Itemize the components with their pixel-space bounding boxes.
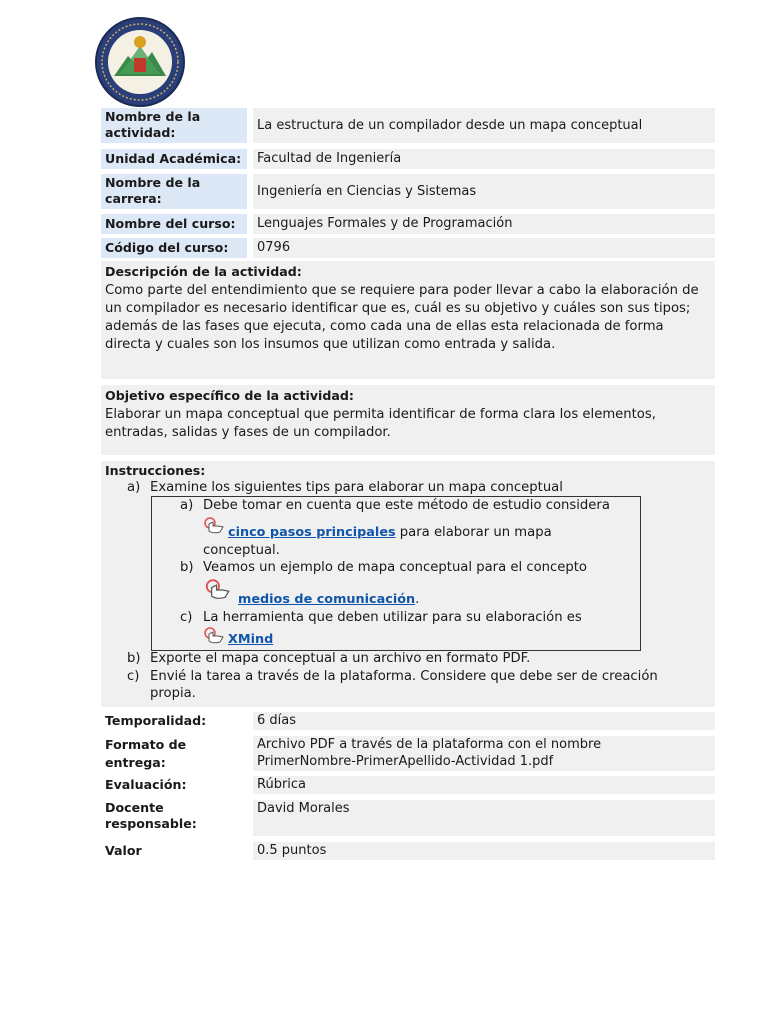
item-b-marker: b): [127, 651, 141, 666]
tips-box: [151, 496, 641, 651]
instructions-block: [101, 461, 715, 707]
label-valor: Valor: [105, 843, 142, 858]
link-medios-comunicacion[interactable]: medios de comunicación: [238, 592, 416, 607]
row-evaluacion: [101, 776, 715, 794]
hand-pointer-icon: [204, 579, 234, 601]
sub-a-line3: conceptual.: [203, 543, 280, 558]
row-valor: [101, 842, 715, 860]
row-course-code: [101, 238, 715, 258]
value-formato-2: PrimerNombre-PrimerApellido-Actividad 1.pdf: [257, 754, 554, 769]
value-course-name: Lenguajes Formales y de Programación: [253, 214, 715, 234]
item-a-text: Examine los siguientes tips para elaborar un mapa conceptual: [150, 480, 563, 495]
value-course-code: 0796: [253, 238, 715, 258]
sub-a-marker: a): [180, 498, 194, 513]
link-cinco-pasos[interactable]: cinco pasos principales: [228, 525, 396, 540]
row-formato: [101, 736, 715, 771]
objective-block: [101, 385, 715, 455]
label-activity-name: Nombre de la actividad:: [101, 108, 247, 143]
row-career-name: [101, 174, 715, 209]
value-valor: 0.5 puntos: [253, 842, 715, 860]
instructions-title: Instrucciones:: [105, 463, 206, 478]
link-xmind[interactable]: XMind: [228, 632, 274, 647]
item-b-text: Exporte el mapa conceptual a un archivo en formato PDF.: [150, 651, 531, 666]
row-academic-unit: [101, 149, 715, 169]
item-c-text: Envié la tarea a través de la plataforma. Considere que debe ser de creación: [150, 669, 658, 684]
value-evaluacion: Rúbrica: [253, 776, 715, 794]
value-temporalidad: 6 días: [253, 712, 715, 730]
hand-pointer-icon: [204, 517, 226, 535]
sub-b-after: .: [415, 592, 420, 607]
item-c-text2: propia.: [150, 686, 196, 701]
row-course-name: [101, 214, 715, 234]
university-seal-icon: [94, 16, 186, 108]
description-block: [101, 261, 715, 379]
row-temporalidad: [101, 712, 715, 730]
label-academic-unit: Unidad Académica:: [101, 149, 247, 169]
row-activity-name: [101, 108, 715, 143]
objective-text: Elaborar un mapa conceptual que permita identificar de forma clara los elementos, entradas, salidas y fases de un compilador.: [105, 407, 656, 440]
row-docente: [101, 800, 715, 836]
sub-a-text: Debe tomar en cuenta que este método de estudio considera: [203, 498, 610, 513]
sub-b-marker: b): [180, 560, 194, 575]
value-career-name: Ingeniería en Ciencias y Sistemas: [253, 174, 715, 209]
item-c-marker: c): [127, 669, 140, 684]
sub-c-marker: c): [180, 610, 193, 625]
hand-pointer-icon: [204, 627, 226, 645]
sub-c-text: La herramienta que deben utilizar para su elaboración es: [203, 610, 582, 625]
label-career-name: Nombre de la carrera:: [101, 174, 247, 209]
value-docente: David Morales: [253, 800, 715, 836]
value-academic-unit: Facultad de Ingeniería: [253, 149, 715, 169]
label-temporalidad: Temporalidad:: [105, 713, 207, 728]
label-evaluacion: Evaluación:: [105, 777, 187, 792]
objective-title: Objetivo específico de la actividad:: [105, 388, 354, 403]
description-title: Descripción de la actividad:: [105, 264, 302, 279]
label-course-code: Código del curso:: [101, 238, 247, 258]
sub-a-after: para elaborar un mapa: [395, 525, 552, 540]
value-formato: Archivo PDF a través de la plataforma con el nombre: [257, 737, 602, 752]
label-formato: Formato de entrega:: [105, 737, 187, 770]
sub-b-text: Veamos un ejemplo de mapa conceptual para el concepto: [203, 560, 588, 575]
value-activity-name: La estructura de un compilador desde un mapa conceptual: [253, 108, 715, 143]
label-course-name: Nombre del curso:: [101, 214, 247, 234]
description-text: Como parte del entendimiento que se requiere para poder llevar a cabo la elaboración de un compilador es necesario identificar que es, cuál es su objetivo y cuáles son sus tipos; además de las fases que ejecuta, como cada una de ellas esta relacionada de forma directa y cuales son los insumos que utilizan como entrada y salida.: [105, 283, 699, 352]
item-a-marker: a): [127, 480, 141, 495]
label-docente: Docente responsable:: [105, 800, 197, 831]
